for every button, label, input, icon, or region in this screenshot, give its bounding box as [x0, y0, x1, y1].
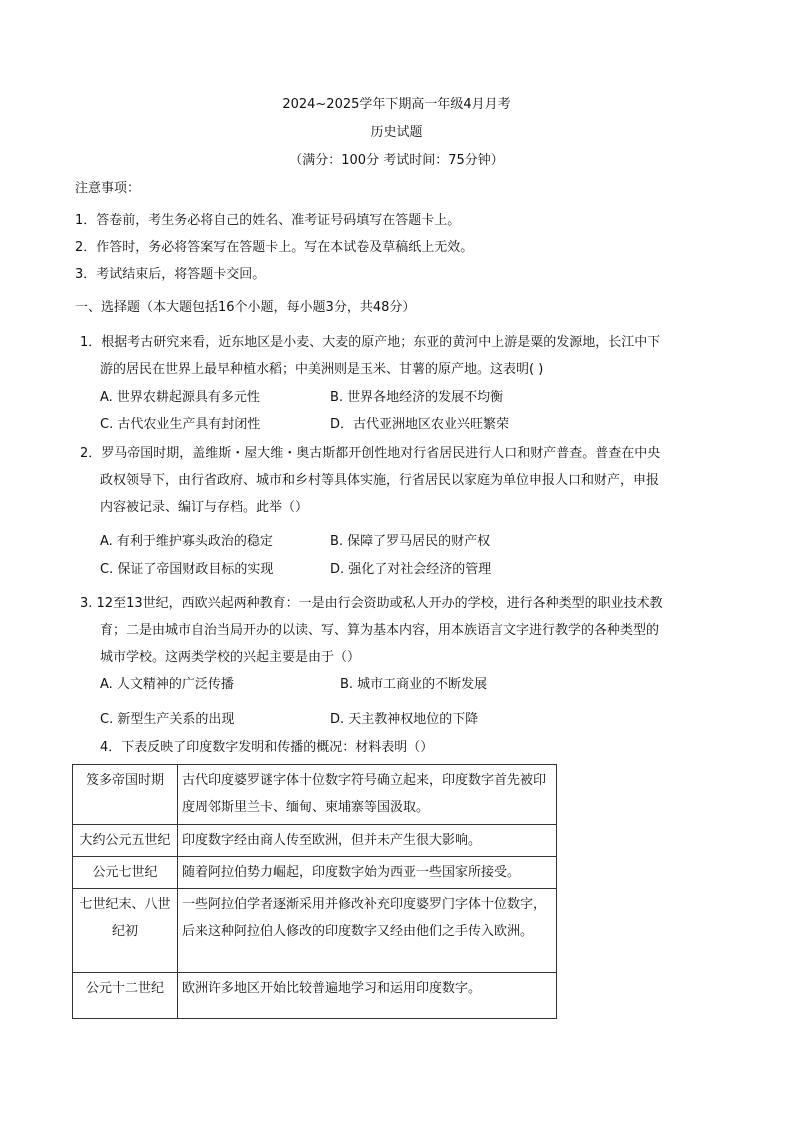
option-a: A. 人文精神的广泛传播 — [100, 677, 234, 692]
question-text: 2．罗马帝国时期，盖维斯・屋大维・奥古斯都开创性地对行省居民进行人口和财产普查。普查在中央 — [80, 446, 661, 461]
option-c: C. 新型生产关系的出现 — [100, 712, 235, 727]
table-cell-desc: 印度数字经由商人传至欧洲，但并未产生很大影响。 — [178, 825, 557, 857]
table-cell-period: 大约公元五世纪 — [73, 825, 178, 857]
option-d: D．古代亚洲地区农业兴旺繁荣 — [330, 417, 510, 432]
notice-item: 2．作答时，务必将答案写在答题卡上。写在本试卷及草稿纸上无效。 — [75, 240, 474, 255]
question-text: 政权领导下，由行省政府、城市和乡村等具体实施，行省居民以家庭为单位申报人口和财产，申报 — [100, 473, 660, 488]
question-text: 城市学校。这两类学校的兴起主要是由于（） — [100, 650, 361, 665]
option-c: C. 古代农业生产具有封闭性 — [100, 417, 261, 432]
table-cell-desc: 欧洲许多地区开始比较普遍地学习和运用印度数字。 — [178, 973, 557, 1019]
notice-heading: 注意事项： — [75, 181, 141, 196]
table-cell-desc: 随着阿拉伯势力崛起，印度数字始为西亚一些国家所接受。 — [178, 857, 557, 889]
notice-item: 3．考试结束后，将答题卡交回。 — [75, 267, 266, 282]
option-a: A. 有利于维护寡头政治的稳定 — [100, 534, 273, 549]
notice-item: 1．答卷前，考生务必将自己的姓名、准考证号码填写在答题卡上。 — [75, 213, 461, 228]
subject-title: 历史试题 — [370, 125, 423, 140]
table-row — [73, 765, 557, 825]
question-text: 3. 12至13世纪，西欧兴起两种教育：一是由行会资助或私人开办的学校，进行各种类型的职业技术教 — [80, 596, 663, 611]
table-cell-period: 七世纪末、八世纪初 — [73, 889, 178, 973]
question-text: 4．下表反映了印度数字发明和传播的概况：材料表明（） — [100, 740, 434, 755]
exam-title: 2024~2025学年下期高一年级4月月考 — [282, 97, 511, 112]
option-a: A. 世界农耕起源具有多元性 — [100, 390, 260, 405]
table-cell-period: 笈多帝国时期 — [73, 765, 178, 825]
score-time: （满分：100分 考试时间：75分钟） — [289, 153, 504, 168]
option-c: C. 保证了帝国财政目标的实现 — [100, 562, 274, 577]
question-text: 内容被记录、编订与存档。此举（） — [100, 500, 309, 515]
question-text: 育；二是由城市自治当局开办的以读、写、算为基本内容，用本族语言文字进行教学的各种类型的 — [100, 623, 660, 638]
option-d: D. 天主教神权地位的下降 — [330, 712, 479, 727]
table-row — [73, 973, 557, 1019]
option-b: B. 保障了罗马居民的财产权 — [330, 534, 491, 549]
table-cell-desc: 古代印度婆罗谜字体十位数字符号确立起来，印度数字首先被印度周邻斯里兰卡、缅甸、柬埔寨等国汲取。 — [178, 765, 557, 825]
numeral-history-table — [72, 764, 557, 1019]
table-row — [73, 825, 557, 857]
question-text: 1．根据考古研究来看，近东地区是小麦、大麦的原产地；东亚的黄河中上游是粟的发源地，长江中下 — [80, 335, 661, 350]
option-b: B. 世界各地经济的发展不均衡 — [330, 390, 504, 405]
option-b: B. 城市工商业的不断发展 — [340, 677, 488, 692]
table-cell-period: 公元十二世纪 — [73, 973, 178, 1019]
option-d: D. 强化了对社会经济的管理 — [330, 562, 492, 577]
table-cell-desc: 一些阿拉伯学者逐渐采用并修改补充印度婆罗门字体十位数字，后来这种阿拉伯人修改的印度数字又经由他们之手传入欧洲。 — [178, 889, 557, 973]
question-text: 游的居民在世界上最早种植水稻；中美洲则是玉米、甘薯的原产地。这表明( ) — [100, 362, 544, 377]
section-title: 一、选择题（本大题包括16个小题，每小题3分，共48分） — [75, 300, 416, 315]
table-cell-period: 公元七世纪 — [73, 857, 178, 889]
table-row — [73, 857, 557, 889]
table-row — [73, 889, 557, 973]
